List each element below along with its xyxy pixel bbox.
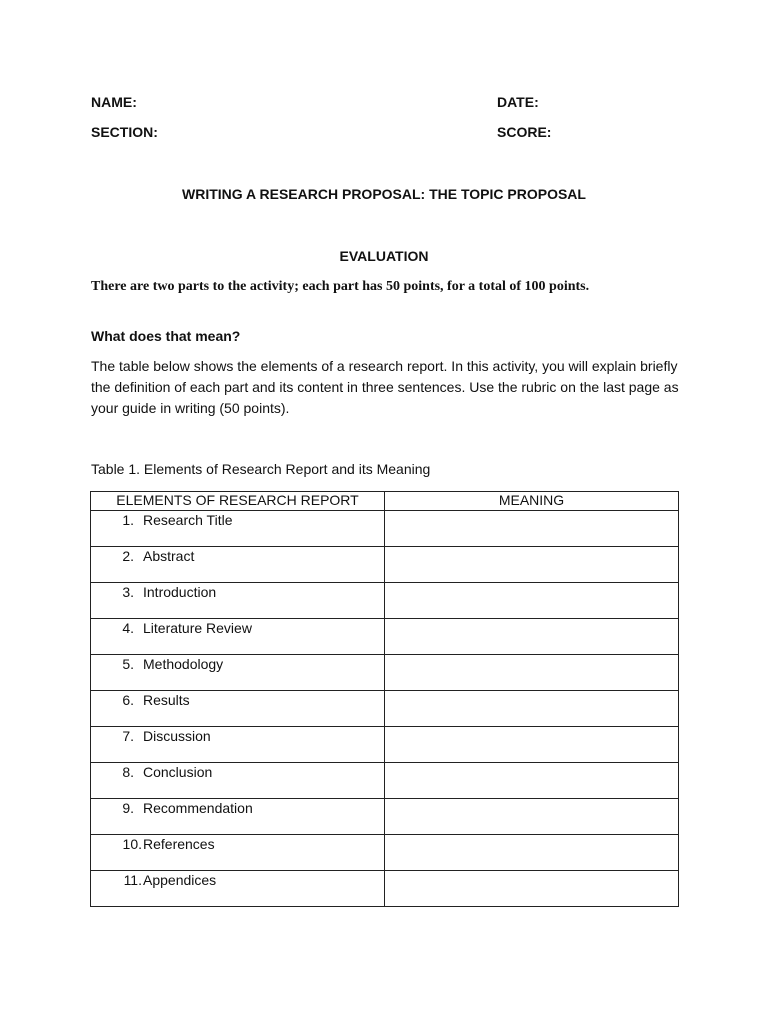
element-number: 4. bbox=[122, 620, 134, 636]
table-row bbox=[91, 655, 679, 691]
element-number: 3. bbox=[122, 584, 134, 600]
table-row bbox=[91, 835, 679, 871]
element-cell bbox=[91, 583, 385, 619]
element-cell bbox=[91, 835, 385, 871]
element-cell bbox=[91, 799, 385, 835]
element-label: Results bbox=[143, 692, 190, 708]
header-meaning: MEANING bbox=[385, 492, 679, 511]
meaning-cell[interactable] bbox=[385, 871, 679, 907]
element-number: 6. bbox=[122, 692, 134, 708]
document-subtitle: EVALUATION bbox=[339, 248, 429, 264]
element-cell bbox=[91, 619, 385, 655]
element-cell bbox=[91, 727, 385, 763]
meaning-cell[interactable] bbox=[385, 799, 679, 835]
element-label: Appendices bbox=[143, 872, 217, 888]
meaning-cell[interactable] bbox=[385, 655, 679, 691]
table-row bbox=[91, 691, 679, 727]
section-label: SECTION: bbox=[91, 124, 158, 140]
meaning-cell[interactable] bbox=[385, 583, 679, 619]
table-row bbox=[91, 871, 679, 907]
score-label: SCORE: bbox=[497, 124, 552, 140]
meaning-cell[interactable] bbox=[385, 691, 679, 727]
name-label: NAME: bbox=[91, 94, 137, 110]
table-row bbox=[91, 511, 679, 547]
element-label: Literature Review bbox=[143, 620, 252, 636]
meaning-cell[interactable] bbox=[385, 727, 679, 763]
table-row bbox=[91, 583, 679, 619]
table-row bbox=[91, 619, 679, 655]
meaning-cell[interactable] bbox=[385, 547, 679, 583]
element-label: Discussion bbox=[143, 728, 211, 744]
element-label: Introduction bbox=[143, 584, 217, 600]
meaning-cell[interactable] bbox=[385, 619, 679, 655]
meaning-cell[interactable] bbox=[385, 763, 679, 799]
document-title: WRITING A RESEARCH PROPOSAL: THE TOPIC PROPOSAL bbox=[182, 186, 586, 202]
table-caption: Table 1. Elements of Research Report and its Meaning bbox=[91, 461, 431, 477]
element-label: References bbox=[143, 836, 215, 852]
element-number: 9. bbox=[122, 800, 134, 816]
question-heading: What does that mean? bbox=[91, 328, 241, 344]
points-note: There are two parts to the activity; each part has 50 points, for a total of 100 points. bbox=[91, 279, 590, 294]
table-row bbox=[91, 547, 679, 583]
element-number: 10. bbox=[122, 836, 142, 852]
date-label: DATE: bbox=[497, 94, 539, 110]
element-cell bbox=[91, 871, 385, 907]
element-label: Conclusion bbox=[143, 764, 213, 780]
elements-table bbox=[90, 491, 679, 907]
instructions-paragraph: The table below shows the elements of a research report. In this activity, you will explain briefly the definition of each part and its content in three sentences. Use the rubric on the last page as your guide in writing (50 points). bbox=[91, 358, 679, 416]
header-elements: ELEMENTS OF RESEARCH REPORT bbox=[91, 492, 385, 511]
element-label: Research Title bbox=[143, 512, 233, 528]
element-number: 2. bbox=[122, 548, 134, 564]
meaning-cell[interactable] bbox=[385, 511, 679, 547]
element-cell bbox=[91, 691, 385, 727]
element-label: Methodology bbox=[143, 656, 224, 672]
element-label: Recommendation bbox=[143, 800, 253, 816]
table-header-row bbox=[91, 492, 679, 511]
element-cell bbox=[91, 655, 385, 691]
element-number: 7. bbox=[122, 728, 134, 744]
element-number: 5. bbox=[122, 656, 134, 672]
element-number: 8. bbox=[122, 764, 134, 780]
element-cell bbox=[91, 547, 385, 583]
table-row bbox=[91, 763, 679, 799]
table-row bbox=[91, 799, 679, 835]
element-cell bbox=[91, 763, 385, 799]
element-number: 1. bbox=[122, 512, 134, 528]
element-number: 11. bbox=[123, 872, 142, 888]
element-label: Abstract bbox=[143, 548, 195, 564]
table-row bbox=[91, 727, 679, 763]
meaning-cell[interactable] bbox=[385, 835, 679, 871]
element-cell bbox=[91, 511, 385, 547]
